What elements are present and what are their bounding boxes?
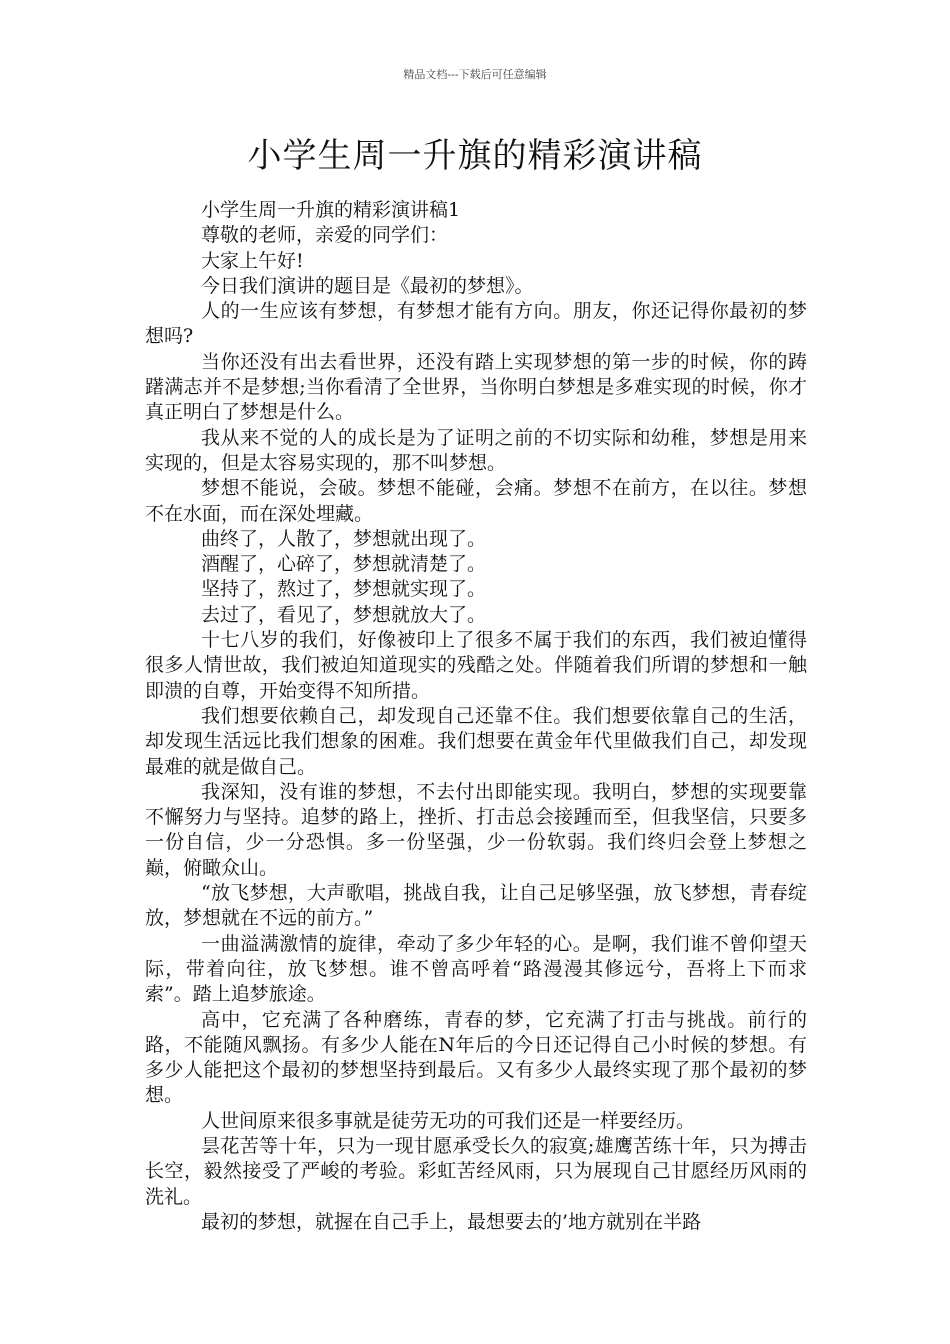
paragraph: 一曲溢满激情的旋律，牵动了多少年轻的心。是啊，我们谁不曾仰望天际，带着向往，放飞梦想。谁不曾高呼着“路漫漫其修远兮，吾将上下而求索”。踏上追梦旅途。	[145, 932, 807, 1006]
document-body	[145, 198, 807, 1235]
paragraph: 人世间原来很多事就是徒劳无功的可我们还是一样要经历。	[201, 1109, 696, 1132]
paragraph: 今日我们演讲的题目是《最初的梦想》。	[201, 274, 534, 297]
paragraph: 当你还没有出去看世界，还没有踏上实现梦想的第一步的时候，你的踌躇满志并不是梦想;当你看清了全世界，当你明白梦想是多难实现的时候，你才真正明白了梦想是什么。	[145, 350, 807, 424]
paragraph: 梦想不能说，会破。梦想不能碰，会痛。梦想不在前方，在以往。梦想不在水面，而在深处埋藏。	[145, 477, 807, 525]
paragraph: 去过了，看见了，梦想就放大了。	[201, 603, 487, 626]
header-note: 精品文档---下载后可任意编辑	[403, 68, 547, 81]
paragraph: 坚持了，熬过了，梦想就实现了。	[201, 578, 487, 601]
paragraph: 尊敬的老师，亲爱的同学们：	[201, 224, 449, 247]
paragraph: 十七八岁的我们，好像被印上了很多不属于我们的东西，我们被迫懂得很多人情世故，我们被迫知道现实的残酷之处。伴随着我们所谓的梦想和一触即溃的自尊，开始变得不知所措。	[145, 629, 807, 702]
page-title: 小学生周一升旗的精彩演讲稿	[247, 136, 703, 176]
paragraph: 酒醒了，心碎了，梦想就清楚了。	[201, 553, 487, 576]
paragraph: 大家上午好!	[201, 249, 304, 272]
paragraph: 最初的梦想，就握在自己手上，最想要去的’地方就别在半路	[201, 1210, 702, 1233]
paragraph: 人的一生应该有梦想，有梦想才能有方向。朋友，你还记得你最初的梦想吗?	[145, 300, 807, 348]
paragraph: 我从来不觉的人的成长是为了证明之前的不切实际和幼稚，梦想是用来实现的，但是太容易实现的，那不叫梦想。	[145, 426, 807, 474]
paragraph: 我深知，没有谁的梦想，不去付出即能实现。我明白，梦想的实现要靠不懈努力与坚持。追梦的路上，挫折、打击总会接踵而至，但我坚信，只要多一份自信，少一分恐惧。多一份坚强，少一份软弱。我们终归会登上梦想之巅，俯瞰众山。	[145, 780, 807, 879]
paragraph: 我们想要依赖自己，却发现自己还靠不住。我们想要依靠自己的生活，却发现生活远比我们想象的困难。我们想要在黄金年代里做我们自己，却发现最难的就是做自己。	[145, 704, 807, 778]
paragraph: “放飞梦想，大声歌唱，挑战自我，让自己足够坚强，放飞梦想，青春绽放，梦想就在不远的前方。”	[145, 882, 807, 930]
paragraph: 昙花苦等十年，只为一现甘愿承受长久的寂寞;雄鹰苦练十年，只为搏击长空，毅然接受了严峻的考验。彩虹苦经风雨，只为展现自己甘愿经历风雨的洗礼。	[145, 1134, 807, 1208]
paragraph: 高中，它充满了各种磨练，青春的梦，它充满了打击与挑战。前行的路，不能随风飘扬。有多少人能在N年后的今日还记得自己小时候的梦想。有多少人能把这个最初的梦想坚持到最后。又有多少人最终实现了那个最初的梦想。	[145, 1008, 807, 1107]
paragraph: 小学生周一升旗的精彩演讲稿1	[201, 199, 461, 221]
paragraph: 曲终了，人散了，梦想就出现了。	[201, 527, 487, 550]
